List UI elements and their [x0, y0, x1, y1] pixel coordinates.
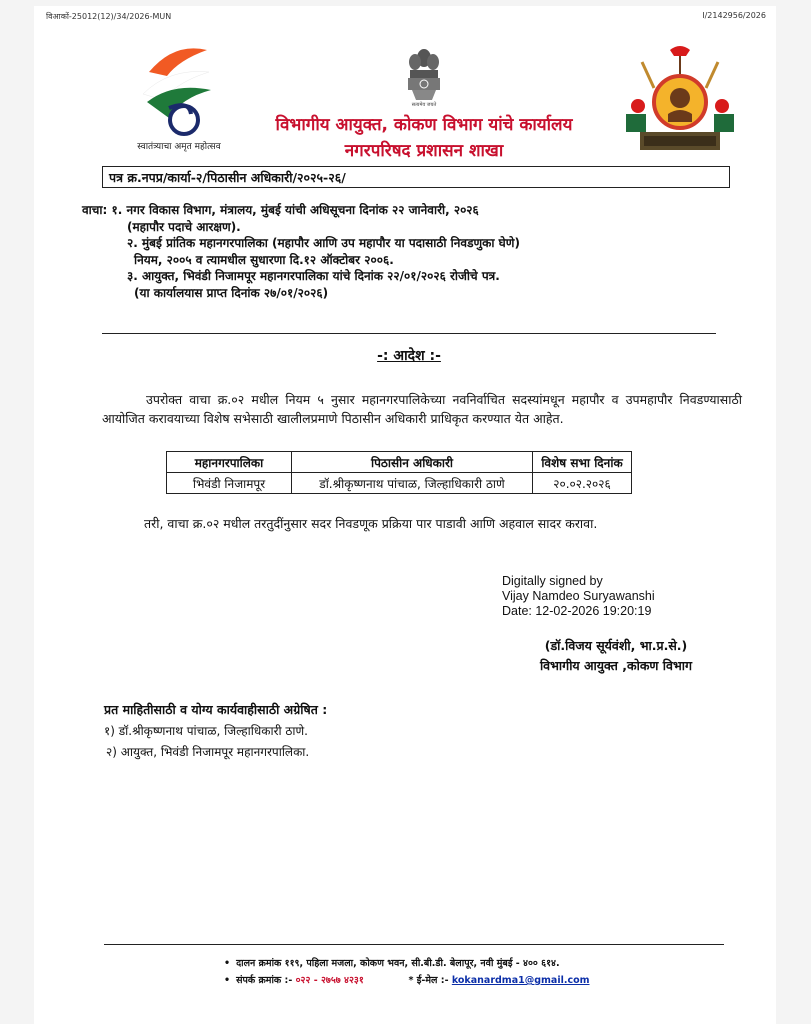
branch-heading: नगरपरिषद प्रशासन शाखा — [344, 141, 504, 161]
reference-line-1: वाचा: १. नगर विकास विभाग, मंत्रालय, मुंबई यांची अधिसूचना दिनांक २२ जानेवारी, २०२६ — [82, 203, 479, 217]
table-cell: डॉ.श्रीकृष्णनाथ पांचाळ, जिल्हाधिकारी ठाणे — [292, 473, 533, 494]
references-block — [82, 202, 722, 302]
reference-line-2: २. मुंबई प्रांतिक महानगरपालिका (महापौर आणि उप महापौर या पदासाठी निवडणुका घेणे) — [127, 236, 520, 251]
letter-reference-number: पत्र क्र.नपप्र/कार्या-२/पिठासीन अधिकारी/२०२५-२६/ — [109, 170, 346, 185]
copy-to-item: २) आयुक्त, भिवंडी निजामपूर महानगरपालिका. — [106, 745, 310, 759]
email-link[interactable]: kokanardma1@gmail.com — [451, 975, 590, 986]
reference-line-1-cont: (महापौर पदाचे आरक्षण). — [127, 219, 241, 234]
email-label: * ई-मेल :- — [408, 975, 449, 986]
table-header: पिठासीन अधिकारी — [292, 452, 533, 473]
digital-signature-line: Vijay Namdeo Suryawanshi — [502, 589, 655, 603]
table-header-row — [167, 452, 632, 473]
digital-signature-line: Date: 12-02-2026 19:20:19 — [502, 604, 652, 618]
signatory-block — [516, 636, 716, 676]
bullet-icon: • — [224, 958, 231, 969]
order-paragraph: उपरोक्त वाचा क्र.०२ मधील नियम ५ नुसार महानगरपालिकेच्या नवनिर्वाचित सदस्यांमधून महापौर व उपमहापौर निवडण्यासाठी आयोजित करावयाच्या विशेष सभेसाठी खालीलप्रमाणे पिठासीन अधिकारी प्राधिकृत करण्यात येत आहेत. — [102, 392, 742, 426]
signatory-title: विभागीय आयुक्त ,कोकण विभाग — [539, 658, 693, 673]
reference-line-3: ३. आयुक्त, भिवंडी निजामपूर महानगरपालिका यांचे दिनांक २२/०१/२०२६ रोजीचे पत्र. — [127, 269, 500, 284]
amrit-mahotsav-caption: स्वातंत्र्याचा अमृत महोत्सव — [137, 142, 221, 152]
signatory-name: (डॉ.विजय सूर्यवंशी, भा.प्र.से.) — [544, 638, 688, 653]
file-reference: विआकों-25012(12)/34/2026-MUN — [46, 12, 172, 21]
konkan-division-seal — [620, 44, 740, 162]
letter-page — [34, 6, 776, 1024]
table-cell: भिवंडी निजामपूर — [167, 473, 292, 494]
table-header: महानगरपालिका — [167, 452, 292, 473]
bullet-icon: • — [224, 975, 231, 986]
letter-reference-box — [102, 166, 730, 188]
reference-line-3-cont: (या कार्यालयास प्राप्त दिनांक २७/०१/२०२६) — [134, 285, 329, 300]
presiding-officer-table — [166, 451, 632, 494]
digital-signature-line: Digitally signed by — [502, 574, 603, 588]
phone-number: ०२२ - २७५७ ४२३१ — [295, 975, 364, 986]
inward-number: I/2142956/2026 — [702, 11, 766, 20]
phone-label: संपर्क क्रमांक :- — [236, 975, 293, 986]
national-emblem — [404, 44, 444, 104]
copy-to-item: १) डॉ.श्रीकृष्णनाथ पांचाळ, जिल्हाधिकारी ठाणे. — [104, 724, 308, 738]
footer-address — [224, 956, 560, 969]
closing-instruction: तरी, वाचा क्र.०२ मधील तरतुदींनुसार सदर निवडणूक प्रक्रिया पार पाडावी आणि अहवाल सादर करावा. — [144, 516, 598, 531]
order-title: -: आदेश :- — [377, 348, 441, 364]
table-header: विशेष सभा दिनांक — [533, 452, 632, 473]
section-divider — [102, 333, 716, 334]
table-cell: २०.०२.२०२६ — [533, 473, 632, 494]
digital-signature-block — [502, 574, 655, 619]
footer-contact — [224, 973, 590, 986]
footer-divider — [104, 944, 724, 945]
reference-line-2-cont: नियम, २००५ व त्यामधील सुधारणा दि.१२ ऑक्टोबर २००६. — [134, 252, 394, 267]
footer-address-text: दालन क्रमांक ११९, पहिला मजला, कोकण भवन, सी.बी.डी. बेलापूर, नवी मुंबई - ४०० ६१४. — [236, 958, 560, 969]
emblem-motto: सत्यमेव जयते — [411, 102, 437, 108]
copy-to-title: प्रत माहितीसाठी व योग्य कार्यवाहीसाठी अग्रेषित : — [104, 702, 328, 717]
table-row — [167, 473, 632, 494]
office-heading: विभागीय आयुक्त, कोकण विभाग यांचे कार्यालय — [275, 115, 573, 135]
